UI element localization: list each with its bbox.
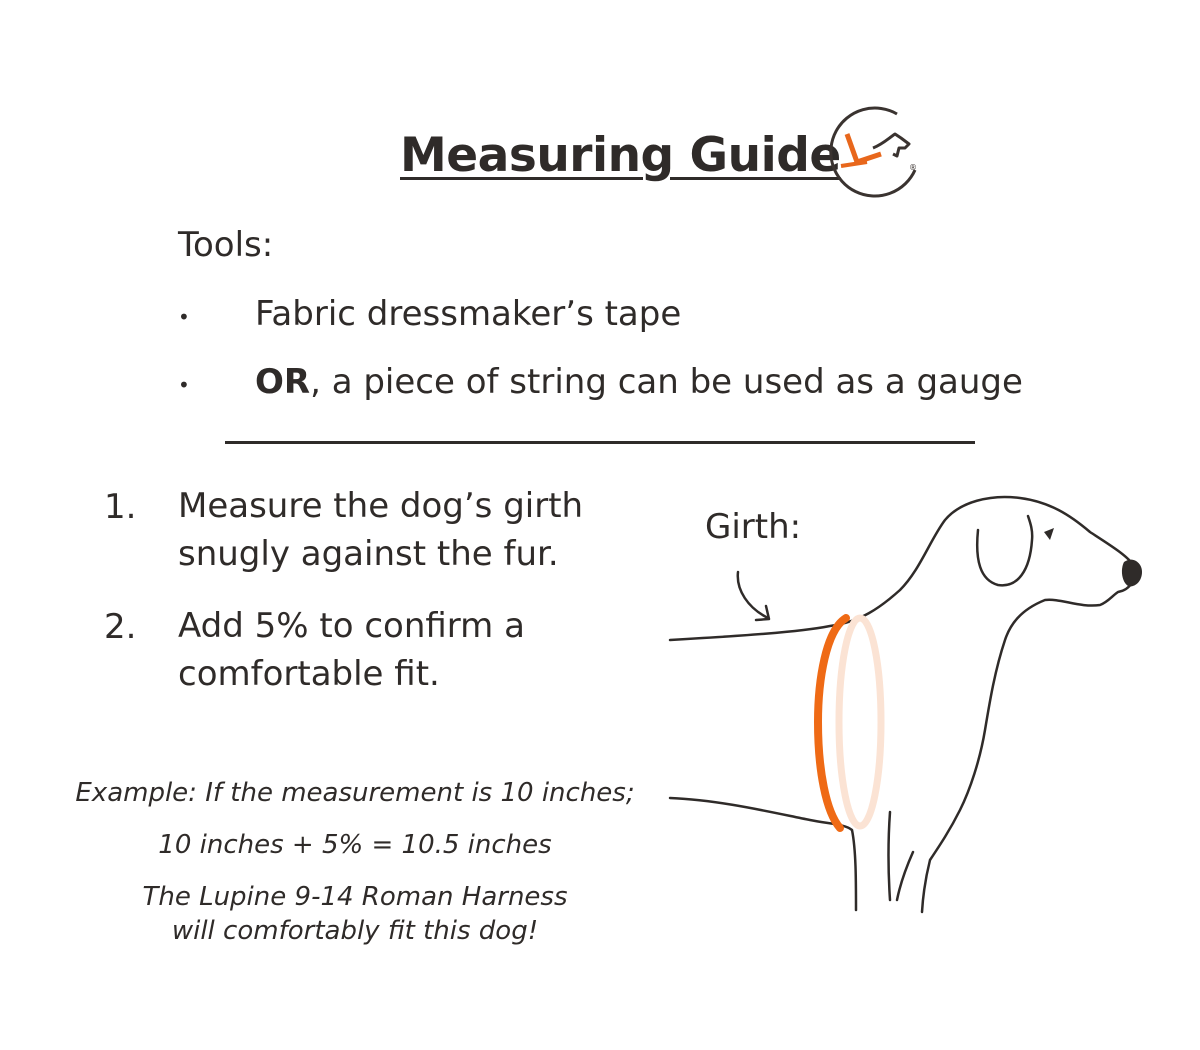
bullet-marker: • — [178, 305, 190, 329]
step-line: Add 5% to confirm a — [178, 606, 525, 646]
page-title: Measuring Guide — [400, 128, 841, 183]
bullet-marker: • — [178, 373, 190, 397]
dog-nose — [1122, 560, 1142, 587]
step-line: snugly against the fur. — [178, 534, 559, 574]
tools-item-text: , a piece of string can be used as a gauge — [310, 362, 1023, 402]
step-line: Measure the dog’s girth — [178, 486, 584, 526]
tools-item-text: Fabric dressmaker’s tape — [255, 294, 682, 334]
example-line-3: The Lupine 9-14 Roman Harness — [142, 882, 568, 912]
girth-arrow-icon — [738, 572, 768, 618]
girth-ring-back — [839, 618, 881, 826]
step-number: 2. — [104, 607, 137, 647]
dog-eye — [1044, 528, 1054, 540]
step-number: 1. — [104, 487, 137, 527]
dog-outline — [670, 497, 1135, 912]
tools-item-bold: OR — [255, 362, 311, 402]
example-line-4: will comfortably fit this dog! — [171, 916, 539, 946]
step-line: comfortable fit. — [178, 654, 440, 694]
example-line-2: 10 inches + 5% = 10.5 inches — [158, 830, 552, 860]
example-line-1: Example: If the measurement is 10 inches; — [75, 778, 635, 808]
tools-heading: Tools: — [178, 225, 274, 265]
logo-registered-mark: ® — [909, 163, 917, 172]
girth-label: Girth: — [705, 507, 802, 547]
